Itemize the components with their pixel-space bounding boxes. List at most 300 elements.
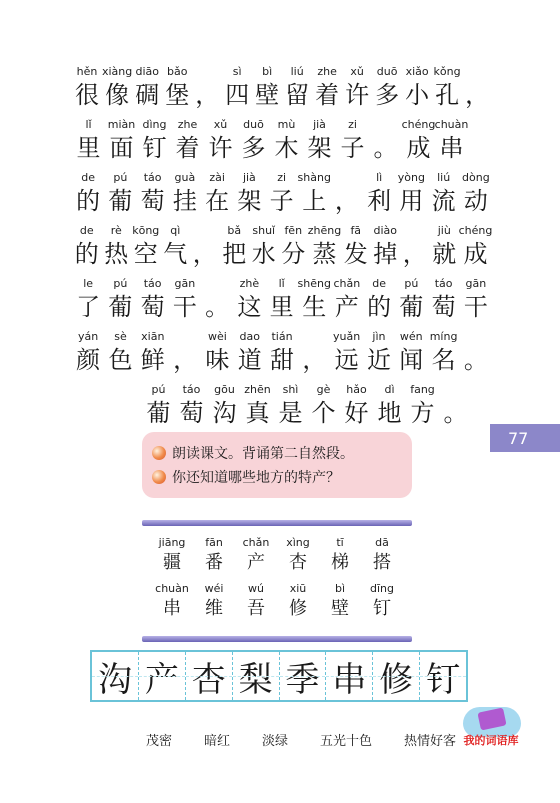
text-char-cell [400, 223, 430, 269]
text-char-cell [430, 223, 460, 269]
pinyin: dìng [142, 118, 167, 131]
text-char-cell [395, 276, 427, 322]
extension-word: 淡绿 [261, 734, 288, 749]
exercise-item [152, 441, 402, 465]
hanzi: 四 [225, 81, 250, 109]
hanzi: 的 [367, 293, 392, 321]
hanzi: 产 [247, 552, 265, 573]
extension-word: 暗红 [203, 734, 230, 749]
text-char-cell [162, 64, 192, 110]
text-char-cell [363, 276, 395, 322]
pinyin: shēng [297, 277, 331, 290]
text-char-cell [298, 276, 331, 322]
text-char-cell [428, 170, 460, 216]
pinyin: gān [174, 277, 196, 290]
hanzi: 萄 [140, 187, 165, 215]
hanzi: 留 [285, 81, 310, 109]
hanzi: 堡 [165, 81, 190, 109]
pinyin: hǎo [346, 383, 367, 396]
exercise-box [142, 432, 412, 498]
pinyin: zi [348, 118, 357, 131]
hanzi: 很 [74, 81, 99, 109]
text-char-cell [72, 276, 104, 322]
hanzi: 生 [302, 293, 327, 321]
pinyin: bǎo [167, 65, 188, 78]
hanzi: 这 [237, 293, 262, 321]
hanzi: 萄 [179, 399, 204, 427]
vocab-char-cell [320, 582, 360, 622]
hanzi: 干 [463, 293, 488, 321]
text-char-cell [102, 64, 132, 110]
new-characters-panel [142, 520, 412, 642]
text-char-cell [161, 223, 191, 269]
vocab-char-cell [362, 536, 402, 576]
text-char-cell [169, 329, 201, 375]
text-char-cell [331, 276, 363, 322]
text-char-cell [220, 223, 250, 269]
pinyin: tián [271, 330, 293, 343]
pinyin: jiù [437, 224, 451, 237]
text-line [72, 170, 492, 216]
bullet-icon [152, 470, 166, 484]
pinyin: qì [170, 224, 181, 237]
text-char-cell [308, 223, 341, 269]
text-char-cell [363, 170, 395, 216]
pinyin: de [372, 277, 386, 290]
pinyin: míng [429, 330, 458, 343]
hanzi: 热 [104, 240, 129, 268]
writing-char-box: 沟 [92, 652, 139, 700]
exercise-text: 你还知道哪些地方的特产？ [172, 470, 340, 486]
extension-word: 五光十色 [319, 734, 372, 749]
pinyin: sè [114, 330, 127, 343]
hanzi: 子 [269, 187, 294, 215]
hanzi: 挂 [172, 187, 197, 215]
text-char-cell [427, 329, 459, 375]
hanzi: 产 [334, 293, 359, 321]
pinyin: chǎn [333, 277, 361, 290]
text-char-cell [72, 223, 102, 269]
pinyin: bǎ [227, 224, 242, 237]
writing-char-box: 梨 [233, 652, 280, 700]
text-char-cell [428, 276, 460, 322]
hanzi: 着 [315, 81, 340, 109]
vocab-char-cell [194, 536, 234, 576]
hanzi: 远 [334, 346, 359, 374]
pinyin: yán [78, 330, 99, 343]
hanzi: 着 [175, 134, 200, 162]
pinyin: shì [282, 383, 299, 396]
pinyin: bì [334, 582, 346, 595]
hanzi: 吾 [247, 598, 265, 619]
hanzi: 气 [163, 240, 188, 268]
text-char-cell [371, 223, 401, 269]
vocab-char-cell [152, 536, 192, 576]
text-char-cell [307, 382, 340, 428]
pinyin: liú [290, 65, 304, 78]
hanzi: 子 [340, 134, 365, 162]
vocab-char-cell [320, 536, 360, 576]
page-number-tab [490, 424, 560, 452]
text-char-cell [204, 117, 237, 163]
pinyin: dīng [370, 582, 394, 595]
pinyin: mù [277, 118, 296, 131]
hanzi: 许 [208, 134, 233, 162]
text-char-cell [137, 276, 169, 322]
hanzi: 颜 [76, 346, 101, 374]
pinyin: xǔ [213, 118, 228, 131]
pinyin: dā [375, 536, 389, 549]
text-char-cell [201, 170, 233, 216]
hanzi: 疆 [163, 552, 181, 573]
text-char-cell [190, 223, 220, 269]
text-char-cell [72, 117, 105, 163]
word-library-label: 我的词语库 [463, 734, 519, 747]
text-char-cell [435, 117, 468, 163]
text-char-cell [142, 382, 175, 428]
vocab-char-cell [236, 536, 276, 576]
pinyin: pú [113, 277, 128, 290]
text-char-cell [233, 276, 265, 322]
text-char-cell [222, 64, 252, 110]
writing-practice-grid [90, 650, 468, 702]
hanzi: ， [402, 240, 427, 268]
text-char-cell [402, 64, 432, 110]
pinyin: chǎn [242, 536, 270, 549]
text-char-cell [131, 223, 161, 269]
hanzi: 。 [373, 134, 398, 162]
text-char-cell [266, 276, 298, 322]
pinyin: duō [376, 65, 398, 78]
hanzi: 孔 [435, 81, 460, 109]
hanzi: 好 [344, 399, 369, 427]
pinyin: kōng [132, 224, 160, 237]
hanzi: 沟 [212, 399, 237, 427]
extension-word: 热情好客 [403, 734, 456, 749]
vocab-char-cell [194, 582, 234, 622]
vocab-row [142, 536, 412, 576]
pinyin: fān [205, 536, 223, 549]
text-char-cell [340, 382, 373, 428]
text-char-cell [72, 64, 102, 110]
pinyin: de [79, 224, 94, 237]
pinyin: chéng [401, 118, 436, 131]
hanzi: 萄 [431, 293, 456, 321]
hanzi: 番 [205, 552, 223, 573]
hanzi: 像 [105, 81, 130, 109]
pinyin: guà [174, 171, 196, 184]
text-char-cell [233, 170, 265, 216]
hanzi: ， [334, 187, 359, 215]
hanzi: 把 [222, 240, 247, 268]
text-char-cell [460, 170, 492, 216]
pinyin: zhe [177, 118, 198, 131]
hanzi: 面 [109, 134, 134, 162]
vocab-char-cell [278, 536, 318, 576]
pinyin: xiàng [101, 65, 133, 78]
pinyin: xiū [289, 582, 307, 595]
hanzi: 上 [302, 187, 327, 215]
hanzi: 葡 [146, 399, 171, 427]
vocab-char-cell [362, 582, 402, 622]
hanzi: 。 [443, 399, 468, 427]
text-char-cell [169, 276, 201, 322]
pinyin: jià [313, 118, 326, 131]
text-char-cell [249, 223, 279, 269]
text-char-cell [171, 117, 204, 163]
text-char-cell [372, 64, 402, 110]
hanzi: 是 [278, 399, 303, 427]
pinyin: jiāng [158, 536, 186, 549]
hanzi: 蒸 [312, 240, 337, 268]
hanzi: 葡 [108, 293, 133, 321]
text-char-cell [105, 117, 138, 163]
pinyin: kǒng [433, 65, 461, 78]
hanzi: 。 [205, 293, 230, 321]
pinyin: jìn [372, 330, 386, 343]
text-char-cell [274, 382, 307, 428]
pinyin: shuǐ [252, 224, 276, 237]
text-char-cell [137, 329, 169, 375]
hanzi: 鲜 [140, 346, 165, 374]
pinyin: gōu [214, 383, 235, 396]
text-char-cell [252, 64, 282, 110]
text-line [72, 64, 492, 110]
text-char-cell [341, 223, 371, 269]
text-char-cell [331, 170, 363, 216]
pinyin: rè [110, 224, 122, 237]
pinyin: táo [143, 277, 162, 290]
hanzi: 真 [245, 399, 270, 427]
text-char-cell [298, 170, 331, 216]
writing-char-box: 修 [373, 652, 420, 700]
word-library-badge [455, 707, 527, 747]
pinyin: gè [316, 383, 331, 396]
hanzi: 道 [237, 346, 262, 374]
vocab-char-cell [236, 582, 276, 622]
pinyin: hěn [76, 65, 98, 78]
text-char-cell [132, 64, 162, 110]
hanzi: 成 [406, 134, 431, 162]
page-number: 77 [508, 428, 529, 448]
text-char-cell [104, 276, 136, 322]
text-char-cell [459, 223, 492, 269]
text-char-cell [208, 382, 241, 428]
hanzi: 多 [241, 134, 266, 162]
hanzi: 名 [431, 346, 456, 374]
hanzi: 分 [281, 240, 306, 268]
hanzi: 水 [251, 240, 276, 268]
pinyin: táo [434, 277, 453, 290]
pinyin: zhè [239, 277, 260, 290]
text-char-cell [439, 382, 472, 428]
pinyin: shàng [297, 171, 331, 184]
pinyin: jià [242, 171, 256, 184]
pinyin: pú [404, 277, 419, 290]
hanzi: 掉 [373, 240, 398, 268]
hanzi: 闻 [399, 346, 424, 374]
hanzi: 空 [133, 240, 158, 268]
pinyin: zài [209, 171, 225, 184]
hanzi: 钉 [142, 134, 167, 162]
hanzi: 色 [108, 346, 133, 374]
text-char-cell [303, 117, 336, 163]
pinyin: pú [151, 383, 166, 396]
text-line [72, 276, 492, 322]
hanzi: ， [302, 346, 327, 374]
text-char-cell [402, 117, 435, 163]
text-char-cell [234, 329, 266, 375]
hanzi: 多 [375, 81, 400, 109]
pinyin: lǐ [85, 118, 92, 131]
text-char-cell [72, 329, 104, 375]
hanzi: 近 [366, 346, 391, 374]
new-characters-grid [142, 526, 412, 636]
text-char-cell [201, 276, 233, 322]
text-char-cell [270, 117, 303, 163]
text-line [72, 117, 492, 163]
hanzi: 的 [76, 187, 101, 215]
text-char-cell [373, 382, 406, 428]
extension-word: 茂密 [146, 734, 173, 749]
hanzi: 里 [76, 134, 101, 162]
hanzi: 个 [311, 399, 336, 427]
text-char-cell [312, 64, 342, 110]
hanzi: 用 [399, 187, 424, 215]
hanzi: 在 [205, 187, 230, 215]
writing-char-box: 串 [326, 652, 373, 700]
text-char-cell [201, 329, 233, 375]
vocab-char-cell [152, 582, 192, 622]
hanzi: 小 [405, 81, 430, 109]
pinyin: fēn [284, 224, 303, 237]
hanzi: 萄 [140, 293, 165, 321]
pinyin: diào [373, 224, 397, 237]
writing-char-box: 产 [139, 652, 186, 700]
hanzi: 利 [367, 187, 392, 215]
pinyin: dòng [462, 171, 490, 184]
hanzi: 干 [172, 293, 197, 321]
hanzi: 就 [432, 240, 457, 268]
text-char-cell [369, 117, 402, 163]
pinyin: wén [399, 330, 423, 343]
text-char-cell [282, 64, 312, 110]
hanzi: 发 [343, 240, 368, 268]
hanzi: 成 [463, 240, 488, 268]
text-char-cell [102, 223, 132, 269]
pinyin: xǔ [350, 65, 364, 78]
text-line [72, 223, 492, 269]
hanzi: 维 [205, 598, 223, 619]
text-char-cell [298, 329, 330, 375]
text-line [72, 329, 492, 375]
text-line [72, 382, 492, 428]
hanzi: 架 [307, 134, 332, 162]
hanzi: 葡 [399, 293, 424, 321]
pinyin: fang [410, 383, 435, 396]
hanzi: 钉 [373, 598, 391, 619]
pinyin: yòng [397, 171, 425, 184]
hanzi: 动 [463, 187, 488, 215]
pinyin: táo [182, 383, 201, 396]
pinyin: wèi [207, 330, 227, 343]
lesson-text [72, 64, 492, 435]
text-char-cell [460, 329, 492, 375]
pinyin: zi [277, 171, 287, 184]
text-char-cell [342, 64, 372, 110]
text-char-cell [192, 64, 222, 110]
pinyin: gān [465, 277, 487, 290]
pinyin: fā [350, 224, 362, 237]
writing-char-box: 钉 [420, 652, 466, 700]
writing-char-box: 季 [280, 652, 327, 700]
pinyin: chuàn [155, 582, 189, 595]
hanzi: ， [195, 81, 220, 109]
pinyin: le [83, 277, 94, 290]
text-char-cell [395, 329, 427, 375]
hanzi: 流 [431, 187, 456, 215]
pinyin: de [81, 171, 95, 184]
hanzi: 碉 [135, 81, 160, 109]
pinyin: chéng [458, 224, 493, 237]
extension-words [146, 730, 456, 749]
pinyin: sì [232, 65, 242, 78]
hanzi: 串 [163, 598, 181, 619]
hanzi: 搭 [373, 552, 391, 573]
hanzi: 串 [439, 134, 464, 162]
pinyin: pú [113, 171, 128, 184]
text-char-cell [279, 223, 309, 269]
text-char-cell [266, 329, 298, 375]
pinyin: xiǎo [405, 65, 429, 78]
text-char-cell [462, 64, 492, 110]
text-char-cell [241, 382, 274, 428]
writing-char-box: 杏 [186, 652, 233, 700]
hanzi: 甜 [270, 346, 295, 374]
hanzi: 方 [410, 399, 435, 427]
hanzi: 木 [274, 134, 299, 162]
text-char-cell [460, 276, 492, 322]
text-char-cell [331, 329, 363, 375]
pinyin: diāo [135, 65, 159, 78]
hanzi: 葡 [108, 187, 133, 215]
hanzi: 许 [345, 81, 370, 109]
text-char-cell [363, 329, 395, 375]
pinyin: xiān [141, 330, 165, 343]
text-char-cell [266, 170, 298, 216]
text-char-cell [72, 170, 104, 216]
exercise-item [152, 465, 402, 489]
hanzi: 梯 [331, 552, 349, 573]
text-char-cell [104, 170, 136, 216]
hanzi: 味 [205, 346, 230, 374]
hanzi: 壁 [331, 598, 349, 619]
hanzi: 的 [74, 240, 99, 268]
pinyin: chuàn [434, 118, 469, 131]
hanzi: 里 [269, 293, 294, 321]
pinyin: bì [262, 65, 273, 78]
hanzi: 地 [377, 399, 402, 427]
text-char-cell [104, 329, 136, 375]
pinyin: dao [239, 330, 260, 343]
pinyin: wéi [204, 582, 224, 595]
hanzi: 壁 [255, 81, 280, 109]
pinyin: wú [248, 582, 264, 595]
hanzi: ， [192, 240, 217, 268]
hanzi: 了 [76, 293, 101, 321]
pinyin: zhe [317, 65, 337, 78]
hanzi: ， [173, 346, 198, 374]
